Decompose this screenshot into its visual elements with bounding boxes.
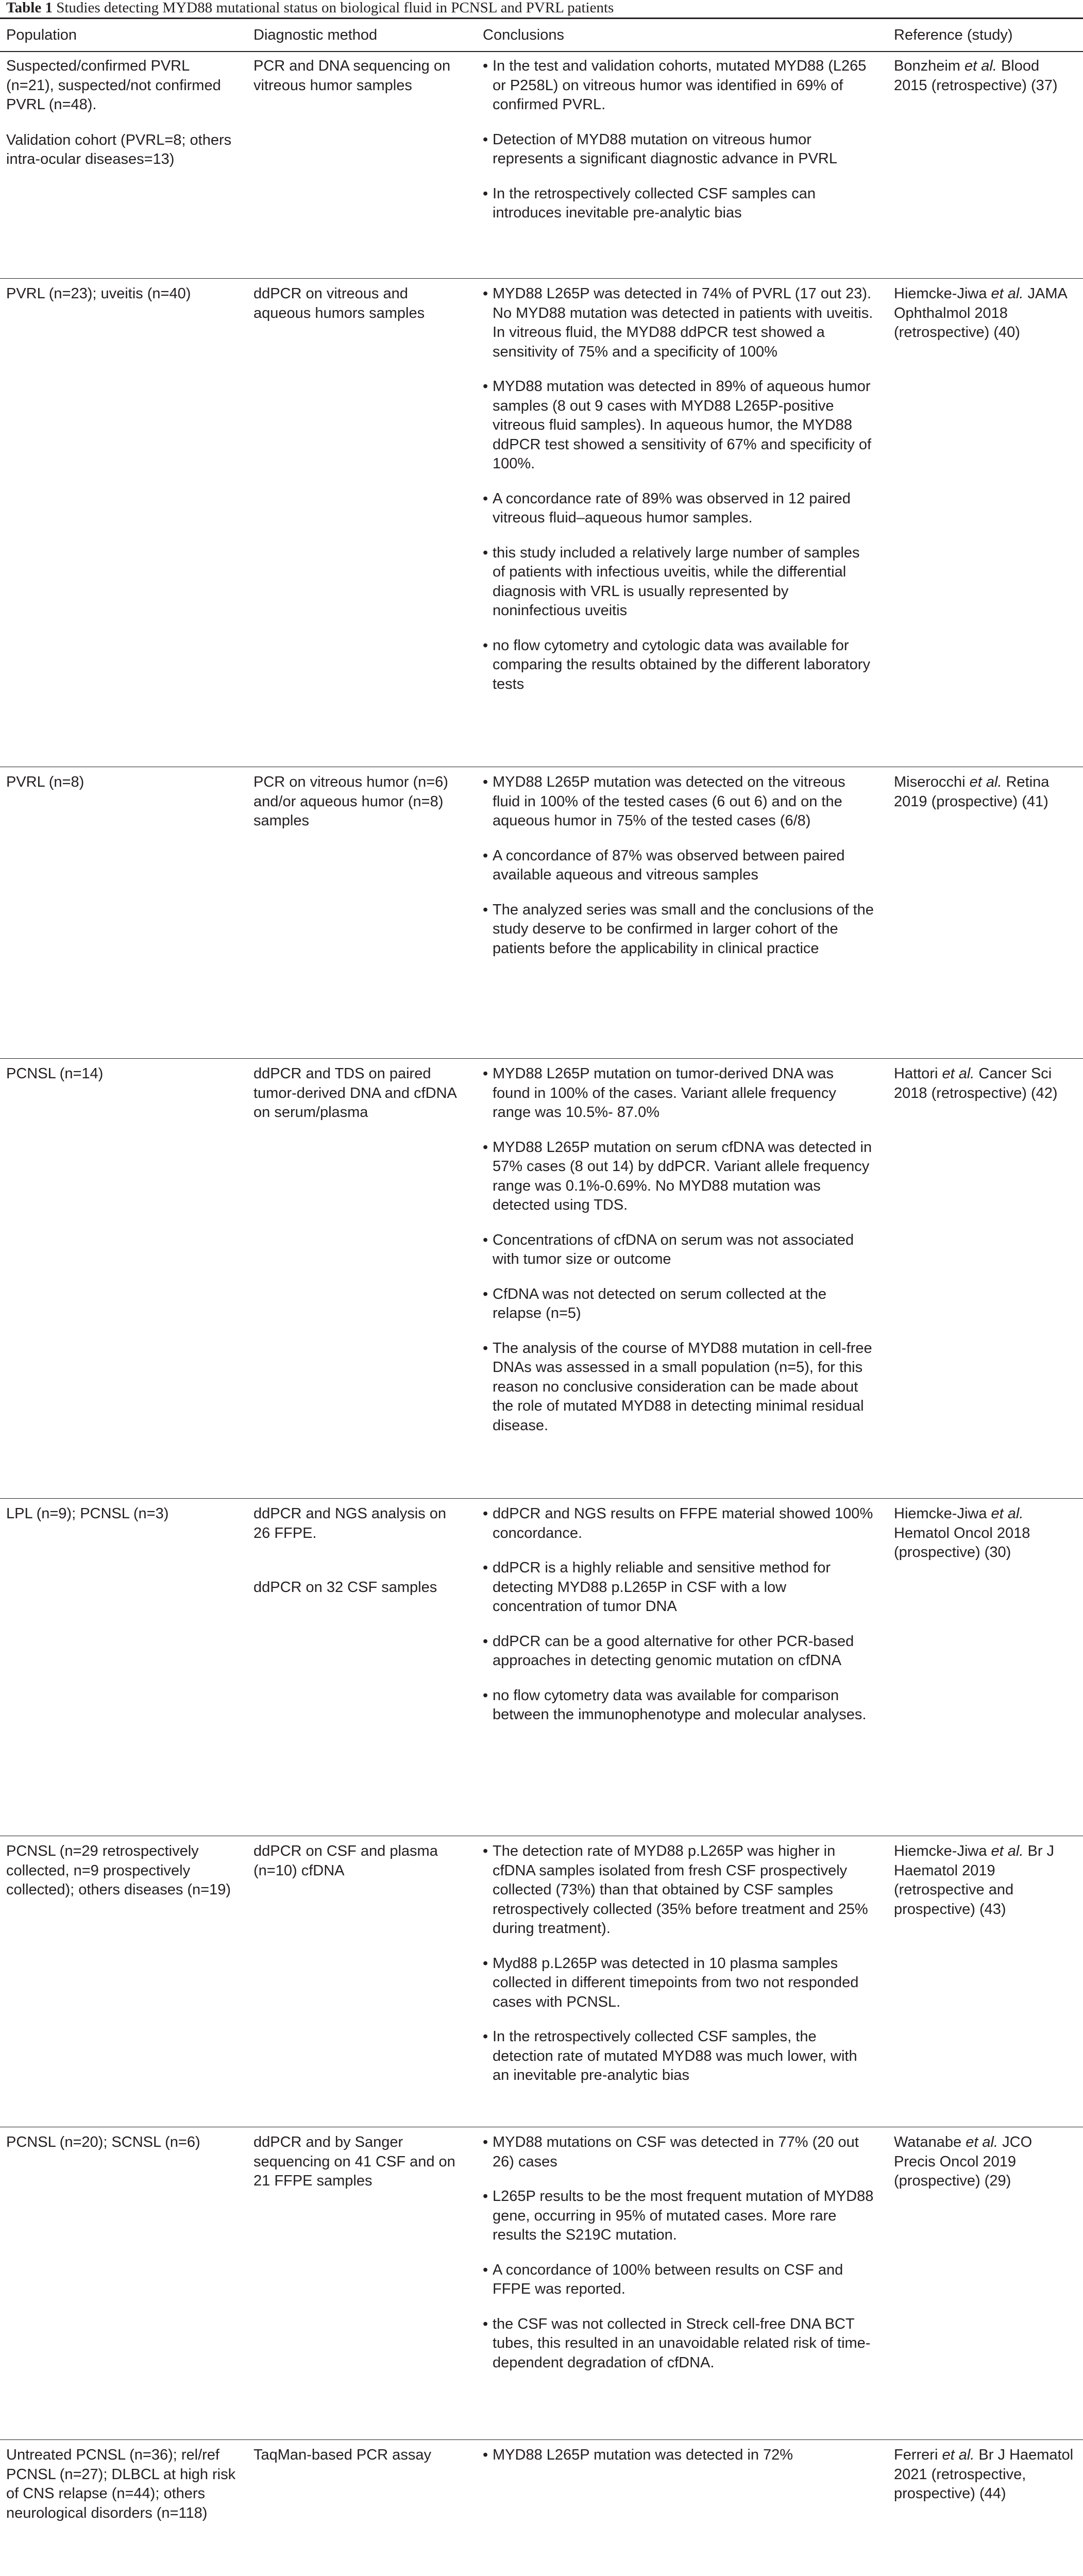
table-caption-text: Studies detecting MYD88 mutational status on biological fluid in PCNSL and PVRL patients <box>56 0 614 16</box>
reference-details: JCO Precis Oncol 2019 (prospective) (29) <box>894 2134 1033 2189</box>
reference-details: Blood 2015 (retrospective) (37) <box>894 58 1058 94</box>
conclusion-item: • the CSF was not collected in Streck cell-free DNA BCT tubes, this resulted in an unavoidable related risk of time-dependent degradation of cfDNA. <box>483 2315 874 2373</box>
conclusion-item: • CfDNA was not detected on serum collected at the relapse (n=5) <box>483 1285 874 1324</box>
method-text: PCR and DNA sequencing on vitreous humor samples <box>253 58 451 94</box>
reference-authors: Watanabe <box>894 2134 962 2150</box>
reference-details: Retina 2019 (prospective) (41) <box>894 774 1050 810</box>
population-cell <box>6 284 238 304</box>
conclusion-item: • The analysis of the course of MYD88 mutation in cell-free DNAs was assessed in a small population (n=5), for this reason no conclusive consideration can be made about the role of mutated MYD88 in detecting minimal residual disease. <box>483 1339 874 1436</box>
reference-authors: Hiemcke-Jiwa <box>894 1843 987 1859</box>
conclusions-list <box>483 1504 874 1725</box>
reference-etal: et al. <box>991 1843 1024 1859</box>
population-cell <box>6 1842 238 1900</box>
header-conclusions: Conclusions <box>483 27 564 43</box>
table-top-rule <box>0 18 1083 19</box>
conclusion-item: • ddPCR is a highly reliable and sensitive method for detecting MYD88 p.L265P in CSF with a low concentration of tumor DNA <box>483 1558 874 1617</box>
method-cell <box>253 773 465 831</box>
conclusion-item: • MYD88 L265P mutation was detected in 72% <box>483 2446 874 2465</box>
conclusions-list <box>483 1064 874 1435</box>
method-cell <box>253 2133 465 2191</box>
row-divider <box>0 2439 1083 2440</box>
population-text: PVRL (n=23); uveitis (n=40) <box>6 285 191 302</box>
population-cell <box>6 1064 238 1084</box>
reference-cell <box>894 284 1074 343</box>
reference-details: Cancer Sci 2018 (retrospective) (42) <box>894 1065 1058 1101</box>
table-caption <box>6 0 614 15</box>
conclusions-list <box>483 284 874 694</box>
reference-authors: Hiemcke-Jiwa <box>894 285 987 302</box>
reference-authors: Ferreri <box>894 2447 938 2463</box>
conclusion-item: • Myd88 p.L265P was detected in 10 plasma samples collected in different timepoints from two not responded cases with PCNSL. <box>483 1954 874 2012</box>
conclusion-item: • no flow cytometry data was available for comparison between the immunophenotype and molecular analyses. <box>483 1686 874 1725</box>
conclusions-list <box>483 2133 874 2372</box>
row-divider <box>0 1498 1083 1499</box>
method-text: ddPCR on vitreous and aqueous humors samples <box>253 285 425 321</box>
conclusion-item: • Detection of MYD88 mutation on vitreous humor represents a significant diagnostic advance in PVRL <box>483 130 874 169</box>
reference-details: Br J Haematol 2019 (retrospective and prospective) (43) <box>894 1843 1055 1918</box>
population-text: Validation cohort (PVRL=8; others intra-ocular diseases=13) <box>6 131 232 167</box>
conclusion-item: • this study included a relatively large number of samples of patients with infectious uveitis, while the differential diagnosis with VRL is usually represented by noninfectious uveitis <box>483 544 874 621</box>
method-cell <box>253 1064 465 1123</box>
reference-authors: Miserocchi <box>894 774 966 790</box>
population-text: PCNSL (n=29 retrospectively collected, n=9 prospectively collected); others diseases (n=19) <box>6 1843 231 1898</box>
conclusion-item: • ddPCR and NGS results on FFPE material showed 100% concordance. <box>483 1504 874 1543</box>
conclusion-item: • MYD88 L265P mutation was detected on the vitreous fluid in 100% of the tested cases (6 out 6) and on the aqueous humor in 75% of the tested cases (6/8) <box>483 773 874 831</box>
reference-etal: et al. <box>991 285 1024 302</box>
reference-details: Hematol Oncol 2018 (prospective) (30) <box>894 1524 1030 1561</box>
conclusion-item: • Concentrations of cfDNA on serum was not associated with tumor size or outcome <box>483 1231 874 1269</box>
conclusion-item: • MYD88 mutation was detected in 89% of aqueous humor samples (8 out 9 cases with MYD88 L265P-positive vitreous fluid samples). In aqueous humor, the MYD88 ddPCR test showed a sensitivity of 67% and specificity of 100%. <box>483 377 874 474</box>
conclusion-item: • L265P results to be the most frequent mutation of MYD88 gene, occurring in 95% of mutated cases. More rare results the S219C mutation. <box>483 2187 874 2245</box>
population-text: PVRL (n=8) <box>6 774 84 790</box>
conclusions-list <box>483 57 874 223</box>
population-text: LPL (n=9); PCNSL (n=3) <box>6 1505 169 1522</box>
header-diagnostic-method: Diagnostic method <box>253 27 378 43</box>
population-cell <box>6 57 238 170</box>
method-text: ddPCR and by Sanger sequencing on 41 CSF and on 21 FFPE samples <box>253 2134 455 2189</box>
reference-etal: et al. <box>942 1065 975 1082</box>
population-cell <box>6 2133 238 2153</box>
method-text: TaqMan-based PCR assay <box>253 2447 431 2463</box>
method-text: ddPCR and NGS analysis on 26 FFPE. <box>253 1505 446 1541</box>
reference-cell <box>894 57 1074 95</box>
population-cell <box>6 2446 238 2523</box>
conclusion-item: • The analyzed series was small and the conclusions of the study deserve to be confirmed in larger cohort of the patients before the applicability in clinical practice <box>483 901 874 959</box>
conclusion-item: • no flow cytometry and cytologic data was available for comparing the results obtained by the different laboratory tests <box>483 636 874 694</box>
reference-cell <box>894 2133 1074 2191</box>
table-caption-label: Table 1 <box>6 0 53 16</box>
conclusion-item: • A concordance of 87% was observed between paired available aqueous and vitreous samples <box>483 846 874 885</box>
reference-details: Br J Haematol 2021 (retrospective, prospective) (44) <box>894 2447 1074 2502</box>
row-divider <box>0 278 1083 279</box>
reference-cell <box>894 773 1074 811</box>
reference-etal: et al. <box>942 2447 975 2463</box>
population-text: Untreated PCNSL (n=36); rel/ref PCNSL (n=27); DLBCL at high risk of CNS relapse (n=44); others neurological disorders (n=118) <box>6 2447 236 2521</box>
conclusion-item: • The detection rate of MYD88 p.L265P was higher in cfDNA samples isolated from fresh CSF prospectively collected (73%) than that obtained by CSF samples retrospectively collected (35% before treatment and 25% during treatment). <box>483 1842 874 1939</box>
method-text: ddPCR on 32 CSF samples <box>253 1579 437 1596</box>
method-text: PCR on vitreous humor (n=6) and/or aqueous humor (n=8) samples <box>253 774 448 829</box>
conclusion-item: • A concordance of 100% between results on CSF and FFPE was reported. <box>483 2261 874 2299</box>
header-rule <box>0 51 1083 52</box>
method-cell <box>253 1504 465 1598</box>
method-cell <box>253 1842 465 1880</box>
reference-etal: et al. <box>966 2134 999 2150</box>
reference-etal: et al. <box>969 774 1002 790</box>
method-cell <box>253 57 465 95</box>
conclusion-item: • In the retrospectively collected CSF samples can introduces inevitable pre-analytic bias <box>483 184 874 223</box>
reference-cell <box>894 1064 1074 1103</box>
reference-authors: Hiemcke-Jiwa <box>894 1505 987 1522</box>
header-population: Population <box>6 27 77 43</box>
conclusion-item: • MYD88 L265P mutation on tumor-derived DNA was found in 100% of the cases. Variant allele frequency range was 10.5%- 87.0% <box>483 1064 874 1123</box>
population-text: Suspected/confirmed PVRL (n=21), suspected/not confirmed PVRL (n=48). <box>6 58 221 113</box>
conclusion-item: • ddPCR can be a good alternative for other PCR-based approaches in detecting genomic mutation on cfDNA <box>483 1632 874 1671</box>
population-cell <box>6 773 238 792</box>
conclusions-list <box>483 1842 874 2086</box>
reference-details: JAMA Ophthalmol 2018 (retrospective) (40) <box>894 285 1067 341</box>
population-text: PCNSL (n=20); SCNSL (n=6) <box>6 2134 200 2150</box>
reference-authors: Bonzheim <box>894 58 960 74</box>
conclusion-item: • In the retrospectively collected CSF samples, the detection rate of mutated MYD88 was much lower, with an inevitable pre-analytic bias <box>483 2027 874 2086</box>
conclusion-item: • MYD88 L265P was detected in 74% of PVRL (17 out 23). No MYD88 mutation was detected in patients with uveitis. In vitreous fluid, the MYD88 ddPCR test showed a sensitivity of 75% and a specificity of 100% <box>483 284 874 362</box>
reference-authors: Hattori <box>894 1065 938 1082</box>
reference-cell <box>894 1504 1074 1563</box>
conclusion-item: • MYD88 mutations on CSF was detected in 77% (20 out 26) cases <box>483 2133 874 2172</box>
row-divider <box>0 1058 1083 1059</box>
reference-cell <box>894 1842 1074 1919</box>
conclusion-item: • In the test and validation cohorts, mutated MYD88 (L265 or P258L) on vitreous humor was identified in 69% of confirmed PVRL. <box>483 57 874 115</box>
reference-etal: et al. <box>964 58 997 74</box>
population-cell <box>6 1504 238 1524</box>
reference-cell <box>894 2446 1074 2504</box>
method-cell <box>253 284 465 323</box>
method-cell <box>253 2446 465 2465</box>
reference-etal: et al. <box>991 1505 1024 1522</box>
conclusion-item: • A concordance rate of 89% was observed in 12 paired vitreous fluid–aqueous humor samples. <box>483 489 874 528</box>
conclusions-list <box>483 2446 874 2576</box>
population-text: PCNSL (n=14) <box>6 1065 104 1082</box>
conclusion-item: • MYD88 L265P mutation on serum cfDNA was detected in 57% cases (8 out 14) by ddPCR. Variant allele frequency range was 0.1%-0.69%. No MYD88 mutation was detected using TDS. <box>483 1138 874 1215</box>
method-text: ddPCR and TDS on paired tumor-derived DNA and cfDNA on serum/plasma <box>253 1065 456 1121</box>
conclusions-list <box>483 773 874 958</box>
method-text: ddPCR on CSF and plasma (n=10) cfDNA <box>253 1843 438 1879</box>
header-reference: Reference (study) <box>894 27 1013 43</box>
